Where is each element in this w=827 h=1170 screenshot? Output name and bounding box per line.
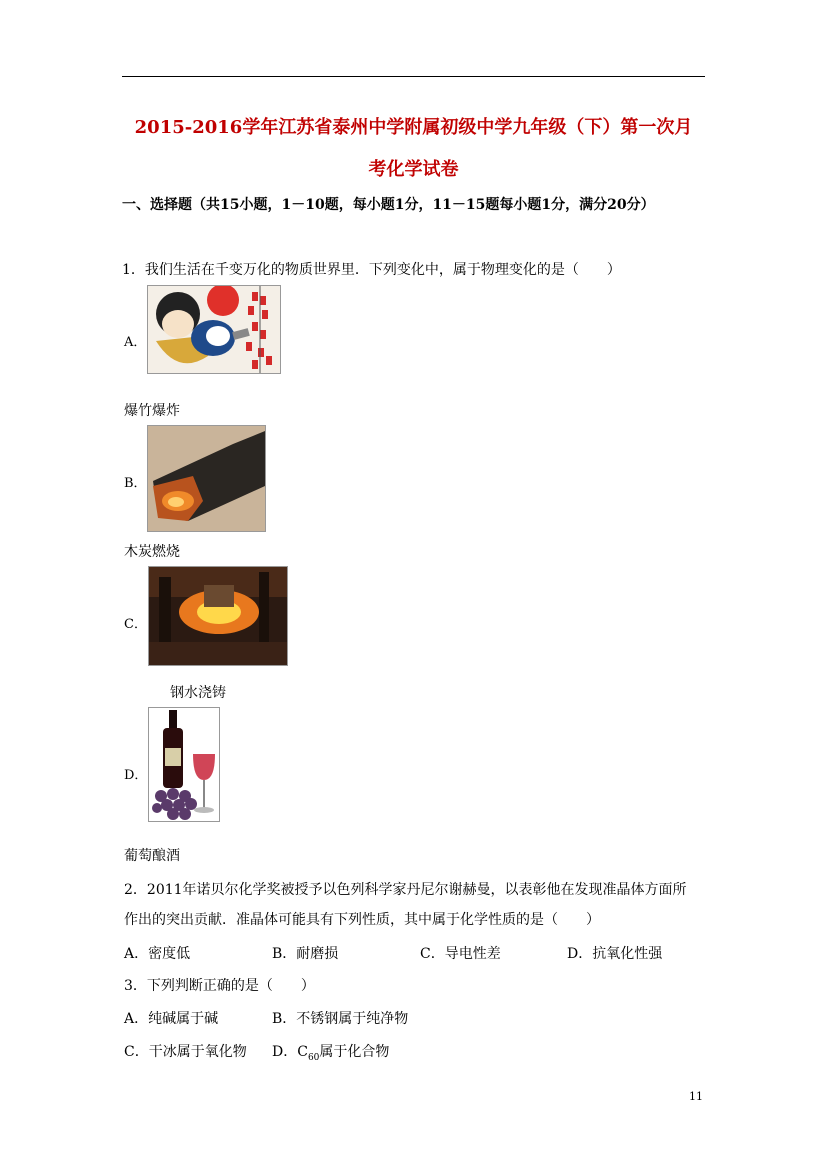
question-3-stem: 3．下列判断正确的是（ ）	[124, 978, 315, 994]
question-2-option-d: D．抗氧化性强	[567, 946, 663, 962]
question-2-option-b: B．耐磨损	[272, 946, 339, 962]
option-a-label: A．	[124, 335, 147, 350]
option-d-caption: 葡萄酿酒	[124, 848, 180, 864]
exam-title-line2: 考化学试卷	[368, 159, 459, 180]
page-number: 11	[689, 1090, 703, 1103]
section-heading: 一、选择题（共15小题，1－10题，每小题1分，11－15题每小题1分，满分20分）	[122, 197, 655, 213]
option-d-suffix: 属于化合物	[319, 1044, 390, 1060]
question-3-option-b: B．不锈钢属于纯净物	[272, 1011, 409, 1027]
charcoal-illustration	[148, 426, 265, 531]
question-3-option-c: C．干冰属于氧化物	[124, 1044, 247, 1060]
question-2-line1: 2．2011年诺贝尔化学奖被授予以色列科学家丹尼尔谢赫曼，以表彰他在发现准晶体方面所	[124, 882, 687, 898]
option-d-label: D．	[124, 768, 148, 783]
option-c-label: C．	[124, 617, 147, 632]
option-b-label: B．	[124, 476, 147, 491]
option-d-subscript: 60	[307, 1052, 320, 1063]
option-a-caption: 爆竹爆炸	[124, 403, 180, 419]
molten-steel-illustration	[149, 567, 287, 665]
question-1-stem: 1．我们生活在千变万化的物质世界里．下列变化中，属于物理变化的是（ ）	[122, 262, 621, 278]
wine-grapes-illustration	[149, 708, 219, 821]
firecracker-image	[147, 285, 281, 374]
charcoal-image	[147, 425, 266, 532]
header-rule	[122, 76, 705, 77]
option-b-caption: 木炭燃烧	[124, 544, 180, 560]
question-3-option-a: A．纯碱属于碱	[124, 1011, 219, 1027]
option-d-prefix: D．C	[272, 1044, 308, 1060]
question-3-option-d	[272, 1041, 389, 1063]
question-2-line2: 作出的突出贡献．准晶体可能具有下列性质，其中属于化学性质的是（ ）	[124, 912, 600, 928]
option-c-caption: 钢水浇铸	[170, 685, 226, 701]
exam-title-line1: 2015-2016学年江苏省泰州中学附属初级中学九年级（下）第一次月	[134, 117, 693, 138]
question-2-option-c: C．导电性差	[420, 946, 501, 962]
firecracker-illustration	[148, 286, 280, 373]
question-2-option-a: A．密度低	[124, 946, 191, 962]
molten-steel-image	[148, 566, 288, 666]
wine-grapes-image	[148, 707, 220, 822]
